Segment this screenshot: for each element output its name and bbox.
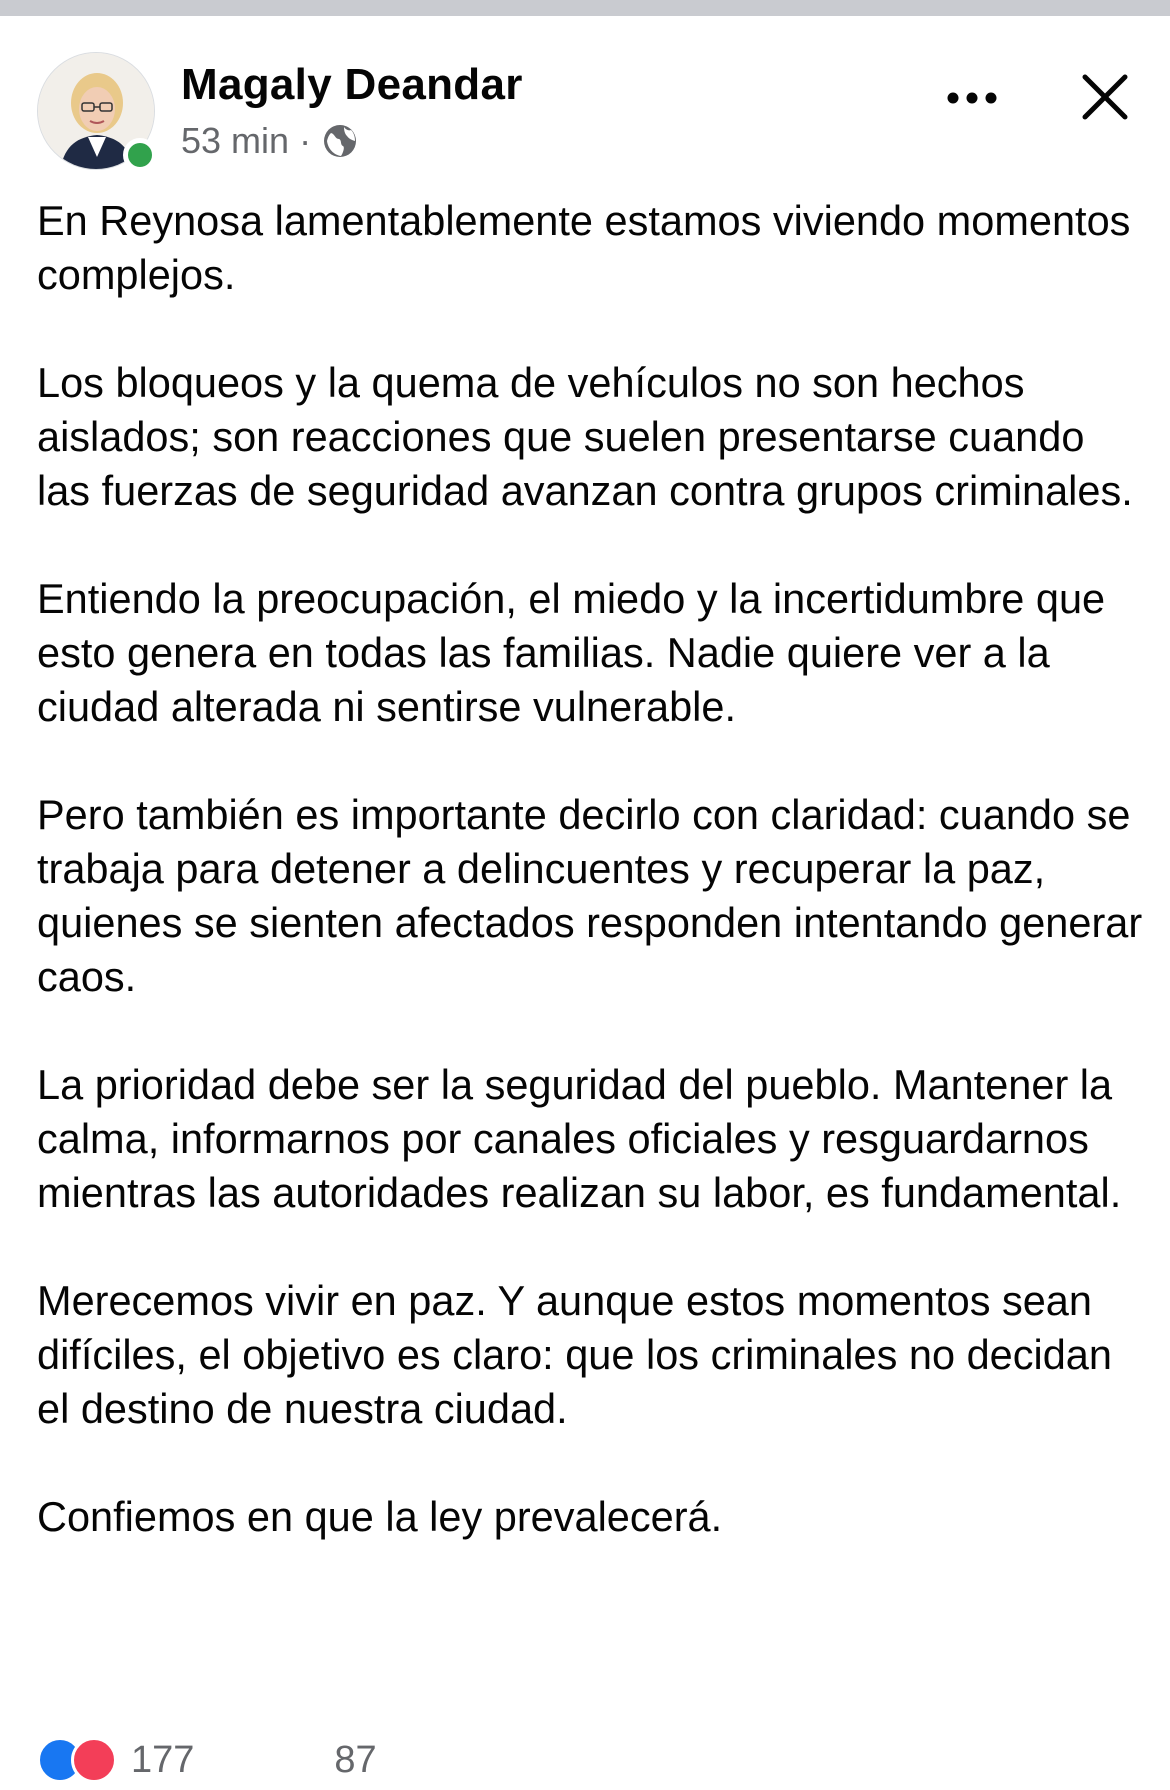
post-meta — [181, 120, 359, 162]
meta-separator: · — [299, 120, 312, 161]
post-paragraph: Pero también es importante decirlo con claridad: cuando se trabaja para detener a delincuentes y recuperar la paz, quienes se sienten afectados responden intentando generar caos. — [37, 791, 1143, 1000]
globe-icon — [321, 122, 359, 160]
post-time[interactable]: 53 min — [181, 120, 290, 161]
post-header — [0, 16, 1170, 176]
more-options-button[interactable] — [940, 72, 1004, 124]
reactions-bar — [37, 1730, 1137, 1790]
post-paragraph: Merecemos vivir en paz. Y aunque estos momentos sean difíciles, el objetivo es claro: que los criminales no decidan el destino de nuestra ciudad. — [37, 1277, 1112, 1432]
close-button[interactable] — [1076, 68, 1134, 126]
post-paragraph: En Reynosa lamentablemente estamos viviendo momentos complejos. — [37, 197, 1131, 298]
love-icon — [71, 1737, 117, 1783]
author-avatar[interactable] — [37, 52, 155, 170]
post-paragraph: Entiendo la preocupación, el miedo y la incertidumbre que esto genera en todas las familias. Nadie quiere ver a la ciudad alterada ni sentirse vulnerable. — [37, 575, 1106, 730]
reaction-count[interactable]: 177 — [131, 1738, 195, 1781]
more-options-icon — [946, 91, 998, 105]
close-icon — [1076, 68, 1134, 126]
comment-count[interactable]: 87 — [334, 1738, 377, 1781]
post-paragraph: La prioridad debe ser la seguridad del pueblo. Mantener la calma, informarnos por canales oficiales y resguardarnos mientras las autoridades realizan su labor, es fundamental. — [37, 1061, 1122, 1216]
online-status-dot — [123, 138, 157, 172]
author-name[interactable]: Magaly Deandar — [181, 60, 523, 109]
post-text — [37, 194, 1147, 1544]
top-status-strip — [0, 0, 1170, 16]
reaction-icons[interactable] — [37, 1737, 117, 1783]
post-paragraph: Los bloqueos y la quema de vehículos no son hechos aislados; son reacciones que suelen presentarse cuando las fuerzas de seguridad avanzan contra grupos criminales. — [37, 359, 1133, 514]
post-paragraph: Confiemos en que la ley prevalecerá. — [37, 1493, 723, 1540]
